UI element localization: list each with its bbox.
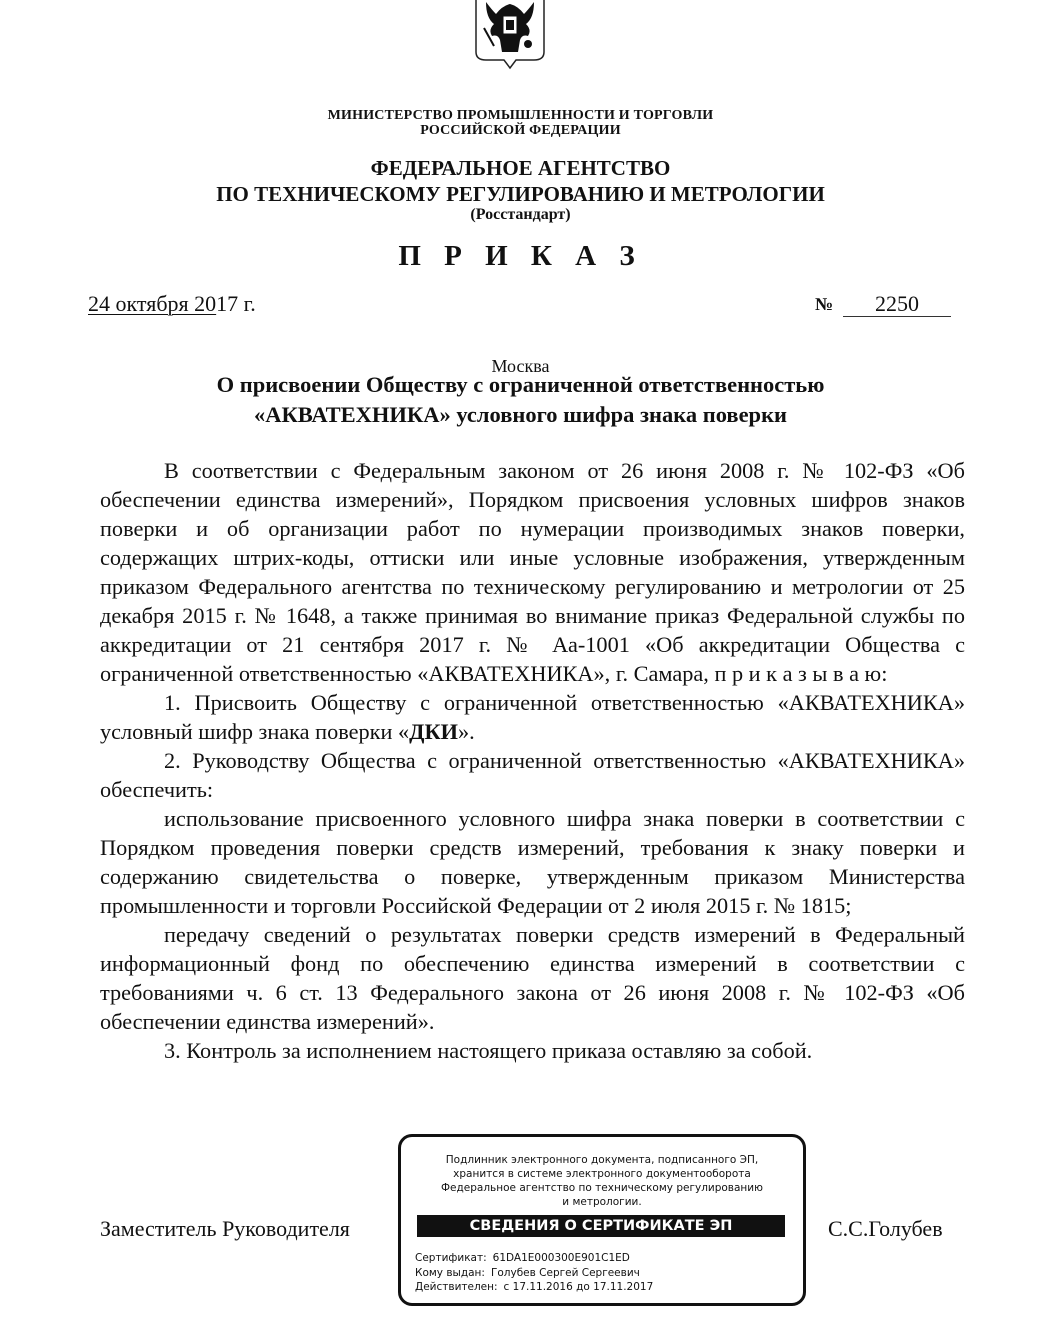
order-title-line-2: «АКВАТЕХНИКА» условного шифра знака поверки (253, 402, 788, 427)
e-signature-note: Подлинник электронного документа, подписанного ЭП, хранится в системе электронного документооборота Федеральное агентство по техническому регулированию и метрологии. (441, 1154, 763, 1208)
valid-value: с 17.11.2016 до 17.11.2017 (503, 1281, 654, 1293)
issued-to-value: Голубев Сергей Сергеевич (490, 1266, 640, 1279)
document-body (100, 456, 965, 1065)
order-date-underlined: 24 октября 20 (88, 291, 217, 316)
certificate-row (415, 1251, 653, 1266)
order-date-rest: 17 г. (216, 291, 256, 316)
issued-to-label: Кому выдан: (415, 1266, 485, 1279)
agency-line-1: ФЕДЕРАЛЬНОЕ АГЕНТСТВО (370, 156, 671, 180)
preamble-paragraph (100, 456, 965, 688)
preamble-text: В соответствии с Федеральным законом от 26 июня 2008 г. № 102-ФЗ «Об обеспечении единства измерений», Порядком присвоения условных шифров знаков поверки и об организации работ по нумерации производимых знаков поверки, содержащих штрих-коды, оттиски или иные условные изображения, утвержденным приказом Федерального агентства по техническому регулированию и метрологии от 25 декабря 2015 г. № 1648, а также принимая во внимание приказ Федеральной службы по аккредитации от 21 сентября 2017 г. № Аа-1001 «Об аккредитации Общества с ограниченной ответственностью «АКВАТЕХНИКА», г. Самара, (100, 458, 965, 686)
order-title (0, 370, 1041, 430)
agency-short-name: (Росстандарт) (470, 206, 571, 223)
item-1 (100, 688, 965, 746)
item-1-text: 1. Присвоить Обществу с ограниченной ответственностью «АКВАТЕХНИКА» условный шифр знака поверки « (100, 690, 965, 744)
signatory-name: С.С.Голубев (828, 1216, 943, 1241)
russian-coat-of-arms-icon (472, 0, 548, 74)
item-2-sub-1: использование присвоенного условного шифра знака поверки в соответствии с Порядком проведения поверки средств измерений, требования к знаку поверки и содержанию свидетельства о поверке, утвержденным приказом Министерства промышленности и торговли Российской Федерации от 2 июля 2015 г. № 1815; (100, 806, 965, 918)
valid-label: Действителен: (415, 1281, 498, 1293)
certificate-value: 61DA1E000300E901C1ED (492, 1252, 630, 1264)
document-type: П Р И К А З (398, 240, 643, 272)
item-1-suffix: ». (458, 719, 475, 744)
signatory-position: Заместитель Руководителя (100, 1216, 350, 1241)
item-2: 2. Руководству Общества с ограниченной ответственностью «АКВАТЕХНИКА» обеспечить: (100, 748, 965, 802)
order-word: п р и к а з ы в а ю: (714, 661, 888, 686)
item-2-sub-2: передачу сведений о результатах поверки средств измерений в Федеральный информационный фонд по обеспечению единства измерений в соответствии с требованиями ч. 6 ст. 13 Федерального закона от 26 июня 2008 г. № 102-ФЗ «Об обеспечении единства измерений». (100, 922, 965, 1034)
item-3: 3. Контроль за исполнением настоящего приказа оставляю за собой. (164, 1038, 813, 1063)
city: Москва (491, 356, 550, 376)
certificate-label: Сертификат: (415, 1252, 487, 1264)
valid-row (415, 1280, 653, 1295)
agency-line-2: ПО ТЕХНИЧЕСКОМУ РЕГУЛИРОВАНИЮ И МЕТРОЛОГИИ (216, 182, 825, 206)
order-title-line-1: О присвоении Обществу с ограниченной ответственностью (216, 372, 825, 397)
electronic-signature-stamp (398, 1134, 806, 1306)
order-number-label: № (815, 294, 834, 314)
certificate-details (415, 1251, 653, 1295)
order-date (88, 291, 256, 317)
order-number: 2250 (843, 291, 951, 317)
e-signature-header: СВЕДЕНИЯ О СЕРТИФИКАТЕ ЭП (417, 1215, 785, 1237)
ministry-line-1: МИНИСТЕРСТВО ПРОМЫШЛЕННОСТИ И ТОРГОВЛИ (327, 108, 714, 123)
issued-to-row (415, 1266, 653, 1281)
verification-code: ДКИ (409, 719, 459, 744)
agency-name (0, 155, 1041, 207)
ministry-line-2: РОССИЙСКОЙ ФЕДЕРАЦИИ (420, 123, 621, 138)
ministry-name (0, 108, 1041, 138)
